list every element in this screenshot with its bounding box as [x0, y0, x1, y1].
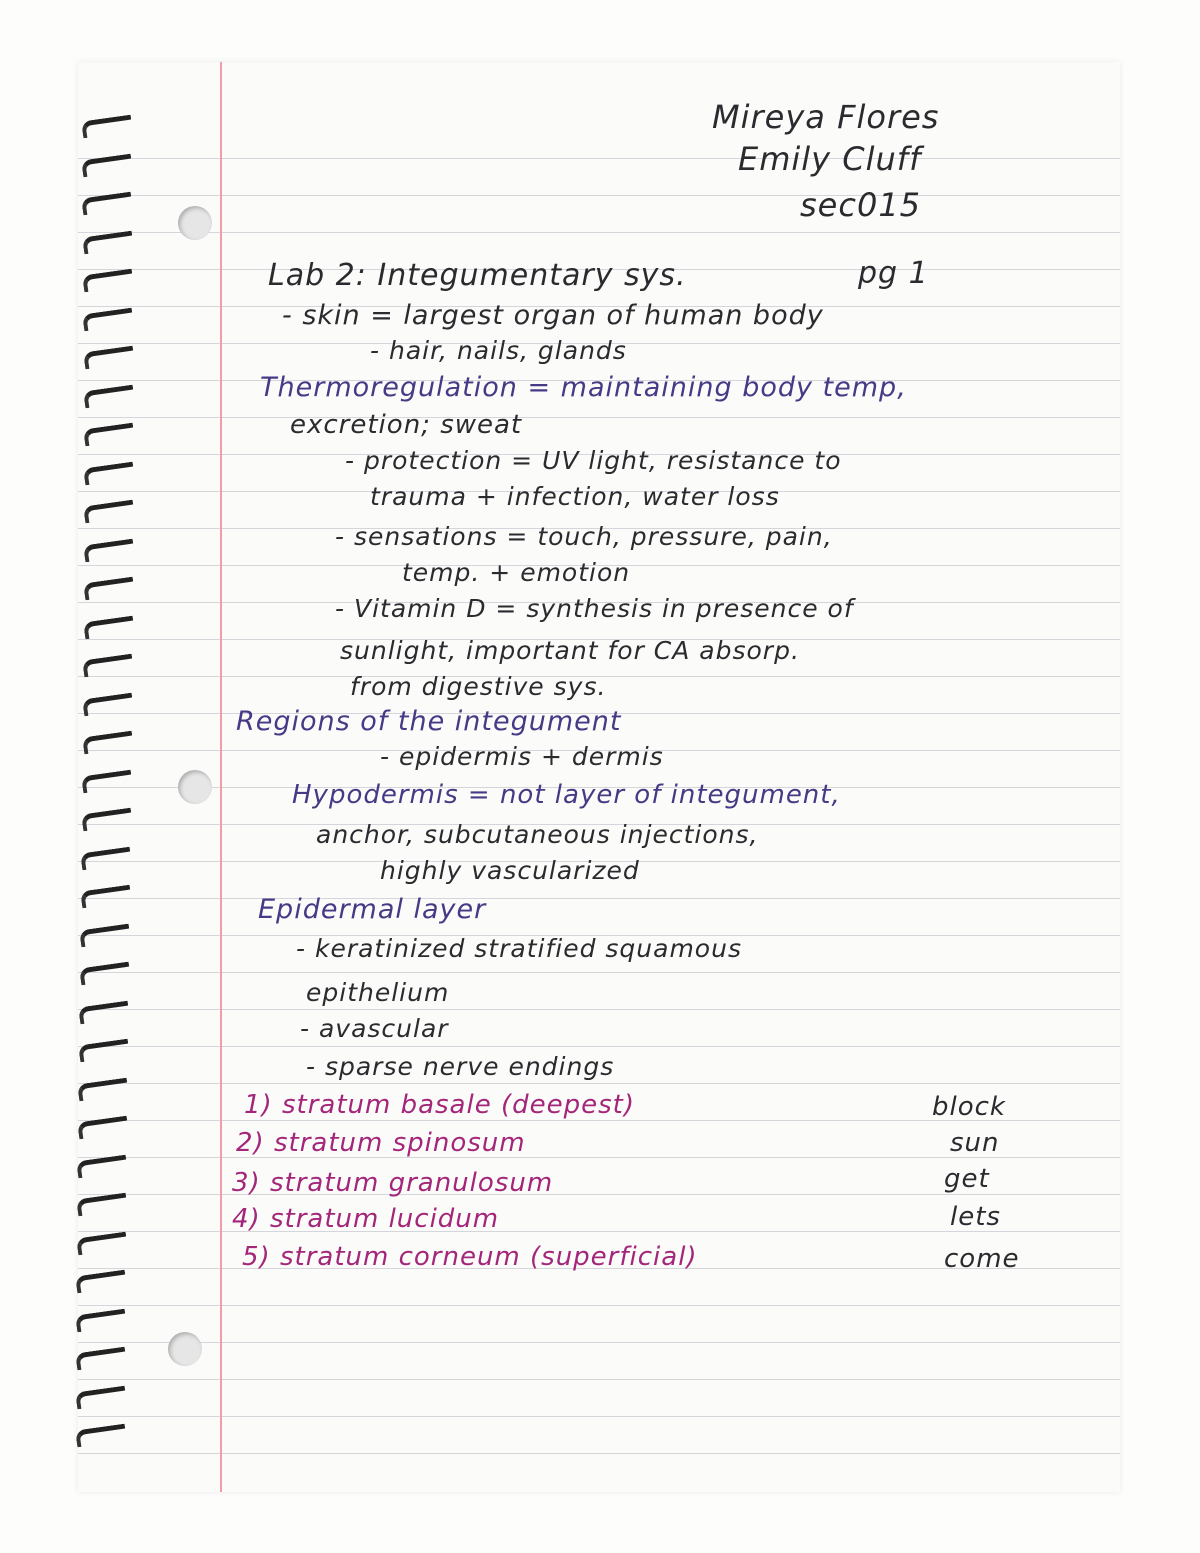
stratum-item: 5) stratum corneum (superficial) [242, 1242, 698, 1272]
note-line: trauma + infection, water loss [370, 482, 780, 511]
note-heading: Epidermal layer [258, 894, 487, 925]
note-line: epithelium [306, 978, 450, 1007]
ruled-line [78, 195, 1120, 196]
ruled-line [78, 898, 1120, 899]
ruled-line [78, 158, 1120, 159]
stratum-item: 2) stratum spinosum [236, 1128, 526, 1158]
punch-hole [178, 206, 212, 240]
note-heading: Regions of the integument [236, 706, 622, 737]
note-heading: Hypodermis = not layer of integument, [292, 780, 841, 810]
stratum-mnemonic: lets [950, 1202, 1001, 1232]
stratum-mnemonic: get [944, 1164, 990, 1194]
note-line: - epidermis + dermis [380, 742, 664, 771]
note-line: anchor, subcutaneous injections, [316, 820, 759, 849]
page-number: pg 1 [858, 256, 929, 291]
ruled-line [78, 1009, 1120, 1010]
ruled-line [78, 1379, 1120, 1380]
note-line: temp. + emotion [402, 558, 631, 587]
section-number: sec015 [800, 186, 922, 224]
stratum-mnemonic: block [932, 1092, 1006, 1122]
ruled-line [78, 1305, 1120, 1306]
ruled-line [78, 1453, 1120, 1454]
ruled-line [78, 1416, 1120, 1417]
punch-hole [178, 770, 212, 804]
note-line: - sparse nerve endings [306, 1052, 615, 1081]
punch-hole [168, 1332, 202, 1366]
note-heading: Thermoregulation = maintaining body temp, [260, 372, 907, 403]
ruled-line [78, 1046, 1120, 1047]
note-line: - avascular [300, 1014, 449, 1043]
ruled-line [78, 1342, 1120, 1343]
note-line: - protection = UV light, resistance to [345, 446, 842, 475]
note-line: from digestive sys. [350, 672, 607, 701]
note-line: - keratinized stratified squamous [296, 934, 742, 963]
stratum-item: 3) stratum granulosum [232, 1168, 554, 1198]
stratum-item: 1) stratum basale (deepest) [244, 1090, 635, 1120]
ruled-line [78, 417, 1120, 418]
stratum-mnemonic: come [944, 1244, 1020, 1274]
stratum-mnemonic: sun [950, 1128, 1000, 1158]
note-line: highly vascularized [380, 856, 640, 885]
note-line: excretion; sweat [290, 410, 523, 440]
note-line: sunlight, important for CA absorp. [340, 636, 800, 665]
stratum-item: 4) stratum lucidum [232, 1204, 500, 1234]
margin-line [220, 62, 222, 1492]
ruled-line [78, 972, 1120, 973]
ruled-line [78, 232, 1120, 233]
note-line: - hair, nails, glands [370, 336, 627, 365]
note-line: - skin = largest organ of human body [282, 300, 824, 331]
author-name: Mireya Flores [712, 98, 940, 136]
author-name: Emily Cluff [738, 140, 922, 178]
note-line: - sensations = touch, pressure, pain, [335, 522, 833, 551]
page-title: Lab 2: Integumentary sys. [268, 258, 687, 293]
ruled-line [78, 1083, 1120, 1084]
note-line: - Vitamin D = synthesis in presence of [335, 594, 854, 623]
